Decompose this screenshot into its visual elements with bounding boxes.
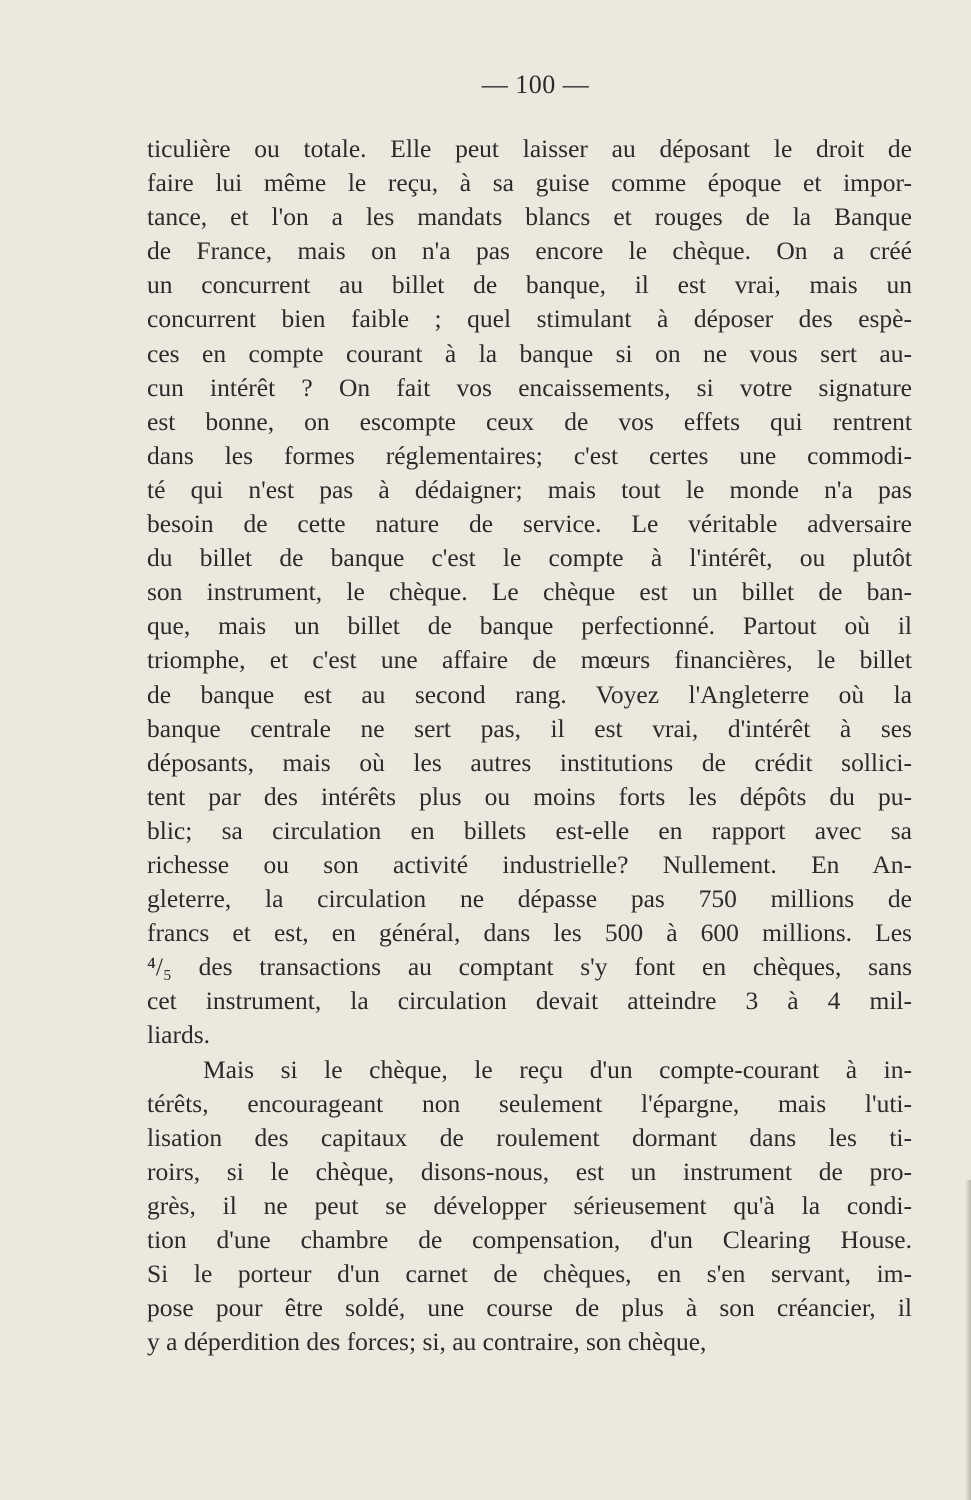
text-line: roirs, si le chèque, disons-nous, est un instrument de pro- (147, 1156, 912, 1186)
text-line: banque centrale ne sert pas, il est vrai, d'intérêt à ses (147, 713, 912, 743)
text-line: ticulière ou totale. Elle peut laisser au déposant le droit de (147, 134, 912, 163)
text-line: cun intérêt ? On fait vos encaissements, si votre signature (147, 372, 912, 402)
text-line: déposants, mais où les autres institutions de crédit sollici- (147, 747, 912, 777)
text-line: un concurrent au billet de banque, il est vrai, mais un (147, 270, 912, 300)
text-line: Si le porteur d'un carnet de chèques, en s'en servant, im- (147, 1259, 912, 1289)
page-edge-shadow (965, 1180, 971, 1500)
text-line: tance, et l'on a les mandats blancs et rouges de la Banque (147, 202, 912, 232)
text-line: triomphe, et c'est une affaire de mœurs financières, le billet (147, 645, 912, 675)
text-line: gleterre, la circulation ne dépasse pas 750 millions de (147, 884, 912, 914)
text-line: francs et est, en général, dans les 500 à 600 millions. Les (147, 918, 912, 948)
text-line: y a déperdition des forces; si, au contraire, son chèque, (147, 1327, 707, 1357)
page-number: — 100 — (481, 70, 590, 99)
text-line: grès, il ne peut se développer sérieusement qu'à la condi- (147, 1190, 912, 1220)
text-line: tion d'une chambre de compensation, d'un Clearing House. (147, 1225, 912, 1254)
text-line: dans les formes réglementaires; c'est certes une commodi- (147, 440, 912, 470)
body-text (147, 132, 912, 1359)
text-line: té qui n'est pas à dédaigner; mais tout le monde n'a pas (147, 474, 912, 504)
text-line: besoin de cette nature de service. Le véritable adversaire (147, 509, 912, 539)
text-line: richesse ou son activité industrielle? Nullement. En An- (147, 849, 912, 879)
text-line: est bonne, on escompte ceux de vos effets qui rentrent (147, 406, 912, 436)
text-line: concurrent bien faible ; quel stimulant à déposer des espè- (147, 304, 912, 334)
paragraph (147, 132, 912, 1053)
text-line: de banque est au second rang. Voyez l'Angleterre où la (147, 679, 912, 709)
text-line: blic; sa circulation en billets est-elle en rapport avec sa (147, 815, 912, 845)
text-line: ces en compte courant à la banque si on ne vous sert au- (147, 338, 912, 368)
text-line: tent par des intérêts plus ou moins forts les dépôts du pu- (147, 781, 912, 811)
text-line: ⁴/₅ des transactions au comptant s'y font en chèques, sans (147, 952, 912, 982)
text-line: liards. (147, 1020, 211, 1050)
text-line: cet instrument, la circulation devait atteindre 3 à 4 mil- (147, 986, 912, 1016)
text-line: que, mais un billet de banque perfectionné. Partout où il (147, 611, 912, 641)
text-line: térêts, encourageant non seulement l'épargne, mais l'uti- (147, 1088, 912, 1118)
text-line: du billet de banque c'est le compte à l'intérêt, ou plutôt (147, 543, 912, 573)
text-line: de France, mais on n'a pas encore le chèque. On a créé (147, 236, 912, 266)
text-line: pose pour être soldé, une course de plus à son créancier, il (147, 1293, 912, 1323)
text-line: Mais si le chèque, le reçu d'un compte-courant à in- (203, 1054, 912, 1084)
text-line: faire lui même le reçu, à sa guise comme époque et impor- (147, 168, 912, 198)
text-line: son instrument, le chèque. Le chèque est un billet de ban- (147, 577, 912, 607)
text-line: lisation des capitaux de roulement dormant dans les ti- (147, 1122, 912, 1152)
paragraph (147, 1053, 912, 1360)
